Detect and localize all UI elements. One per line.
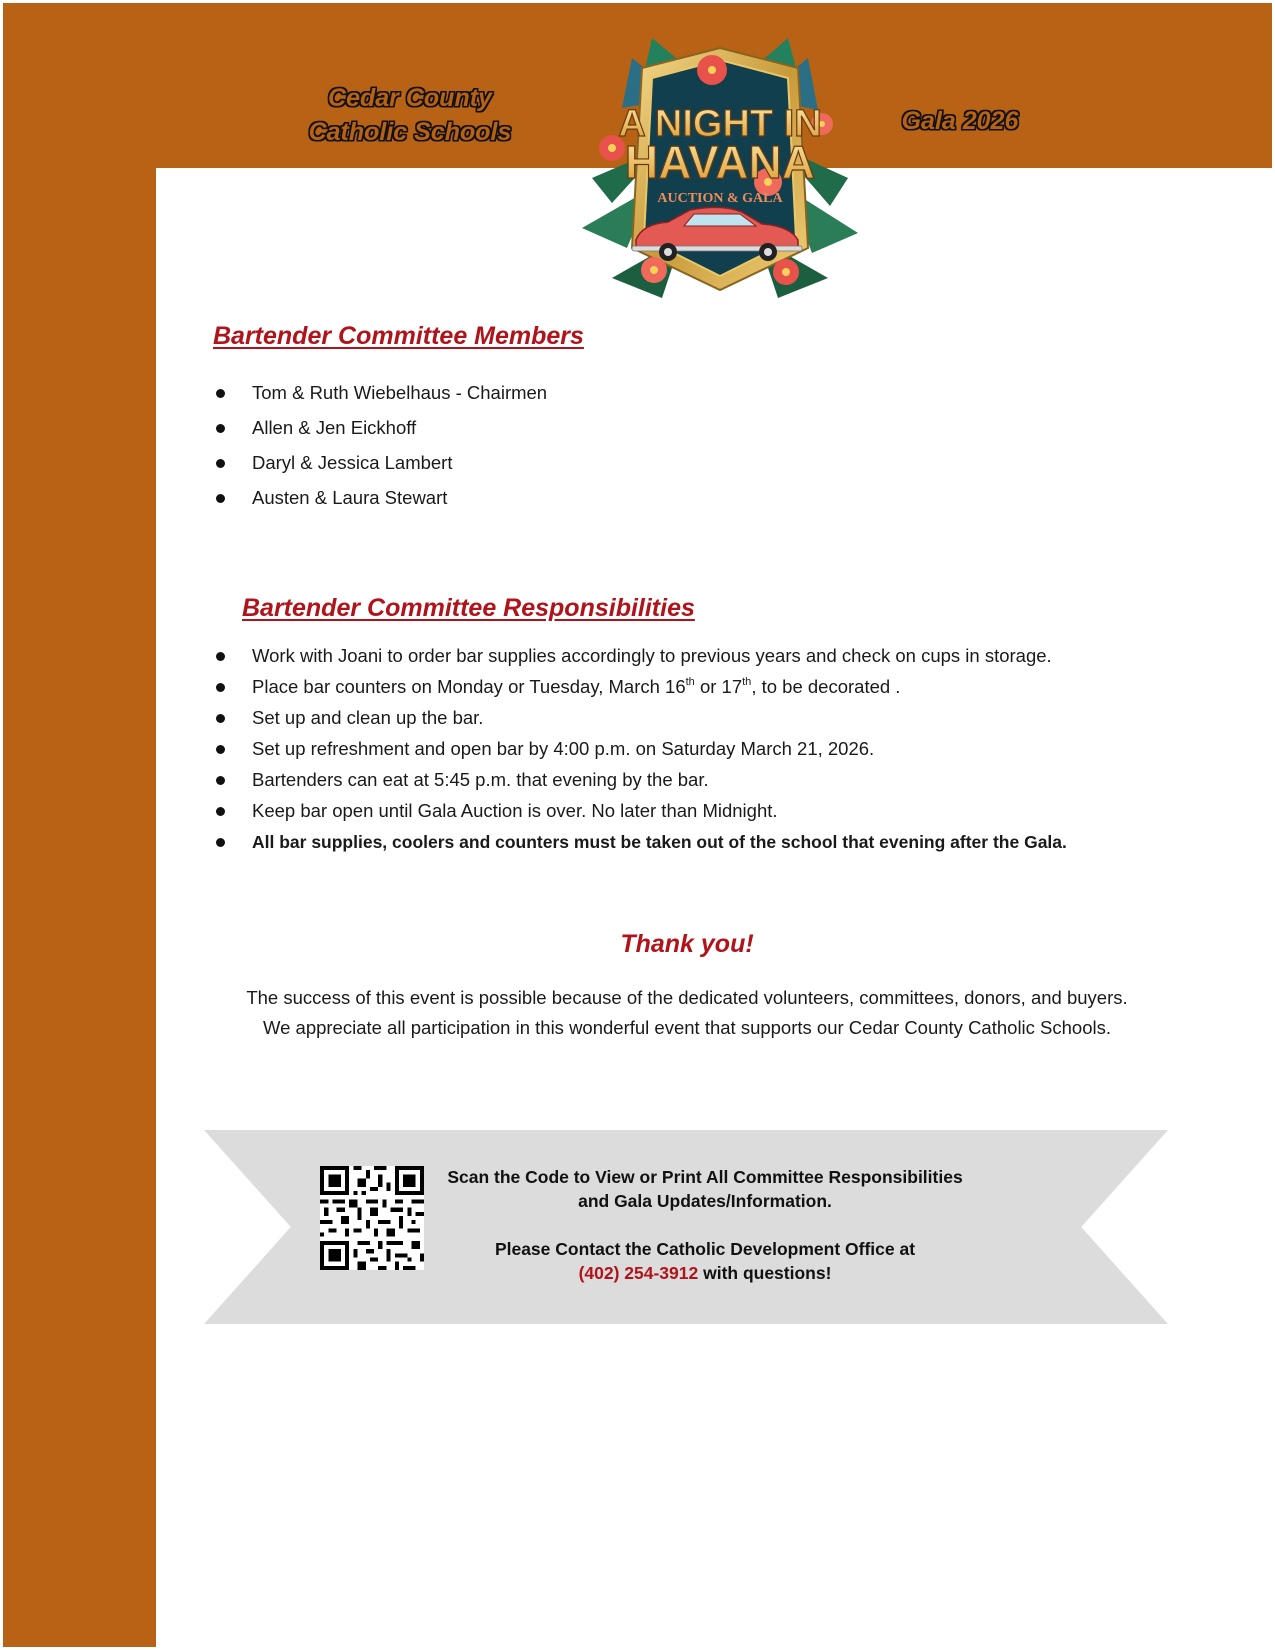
list-item: Tom & Ruth Wiebelhaus - Chairmen <box>213 381 547 416</box>
thank-you-heading: Thank you! <box>620 930 754 958</box>
list-item: Set up and clean up the bar. <box>213 706 1067 737</box>
qr-code-icon[interactable] <box>320 1166 424 1270</box>
contact-line2 <box>420 1261 990 1285</box>
superscript: th <box>685 676 695 688</box>
svg-text:A NIGHT IN: A NIGHT IN <box>618 103 822 145</box>
responsibilities-section-title: Bartender Committee Responsibilities <box>242 594 695 622</box>
text-fragment: Place bar counters on Monday or Tuesday, March 16 <box>252 676 686 697</box>
contact-suffix: with questions! <box>698 1263 832 1283</box>
members-list <box>213 381 547 521</box>
contact-line1: Please Contact the Catholic Development Office at <box>494 1239 916 1259</box>
superscript: th <box>742 676 752 688</box>
scan-instructions <box>420 1165 990 1213</box>
list-item: All bar supplies, coolers and counters must be taken out of the school that evening after the Gala. <box>213 830 1067 861</box>
list-item: Daryl & Jessica Lambert <box>213 451 547 486</box>
phone-number[interactable]: (402) 254-3912 <box>578 1263 699 1283</box>
contact-instructions <box>420 1237 990 1285</box>
list-item: Keep bar open until Gala Auction is over. No later than Midnight. <box>213 799 1067 830</box>
left-frame-band <box>0 0 156 1650</box>
list-item: Work with Joani to order bar supplies accordingly to previous years and check on cups in storage. <box>213 644 1067 675</box>
text-fragment: , to be decorated . <box>751 676 901 697</box>
list-item: Set up refreshment and open bar by 4:00 p.m. on Saturday March 21, 2026. <box>213 737 1067 768</box>
appreciation-line1: The success of this event is possible because of the dedicated volunteers, committees, donors, and buyers. <box>246 987 1128 1008</box>
school-name-line1: Cedar County <box>328 84 492 112</box>
night-in-havana-logo <box>572 28 868 318</box>
gala-year: Gala 2026 <box>901 107 1019 135</box>
appreciation-text <box>156 983 1218 1043</box>
svg-text:AUCTION & GALA: AUCTION & GALA <box>657 191 783 206</box>
school-name <box>290 81 530 149</box>
text-fragment: or 17 <box>694 676 743 697</box>
responsibilities-list <box>213 644 1067 861</box>
list-item: Bartenders can eat at 5:45 p.m. that evening by the bar. <box>213 768 1067 799</box>
appreciation-line2: We appreciate all participation in this wonderful event that supports our Cedar County Catholic Schools. <box>262 1017 1112 1038</box>
school-name-line2: Catholic Schools <box>308 118 512 146</box>
scan-line1: Scan the Code to View or Print All Committee Responsibilities <box>447 1167 963 1187</box>
scan-line2: and Gala Updates/Information. <box>578 1191 832 1211</box>
list-item: Austen & Laura Stewart <box>213 486 547 521</box>
svg-text:HAVANA: HAVANA <box>625 136 815 188</box>
members-section-title: Bartender Committee Members <box>213 322 584 350</box>
list-item: Allen & Jen Eickhoff <box>213 416 547 451</box>
list-item <box>213 675 1067 706</box>
